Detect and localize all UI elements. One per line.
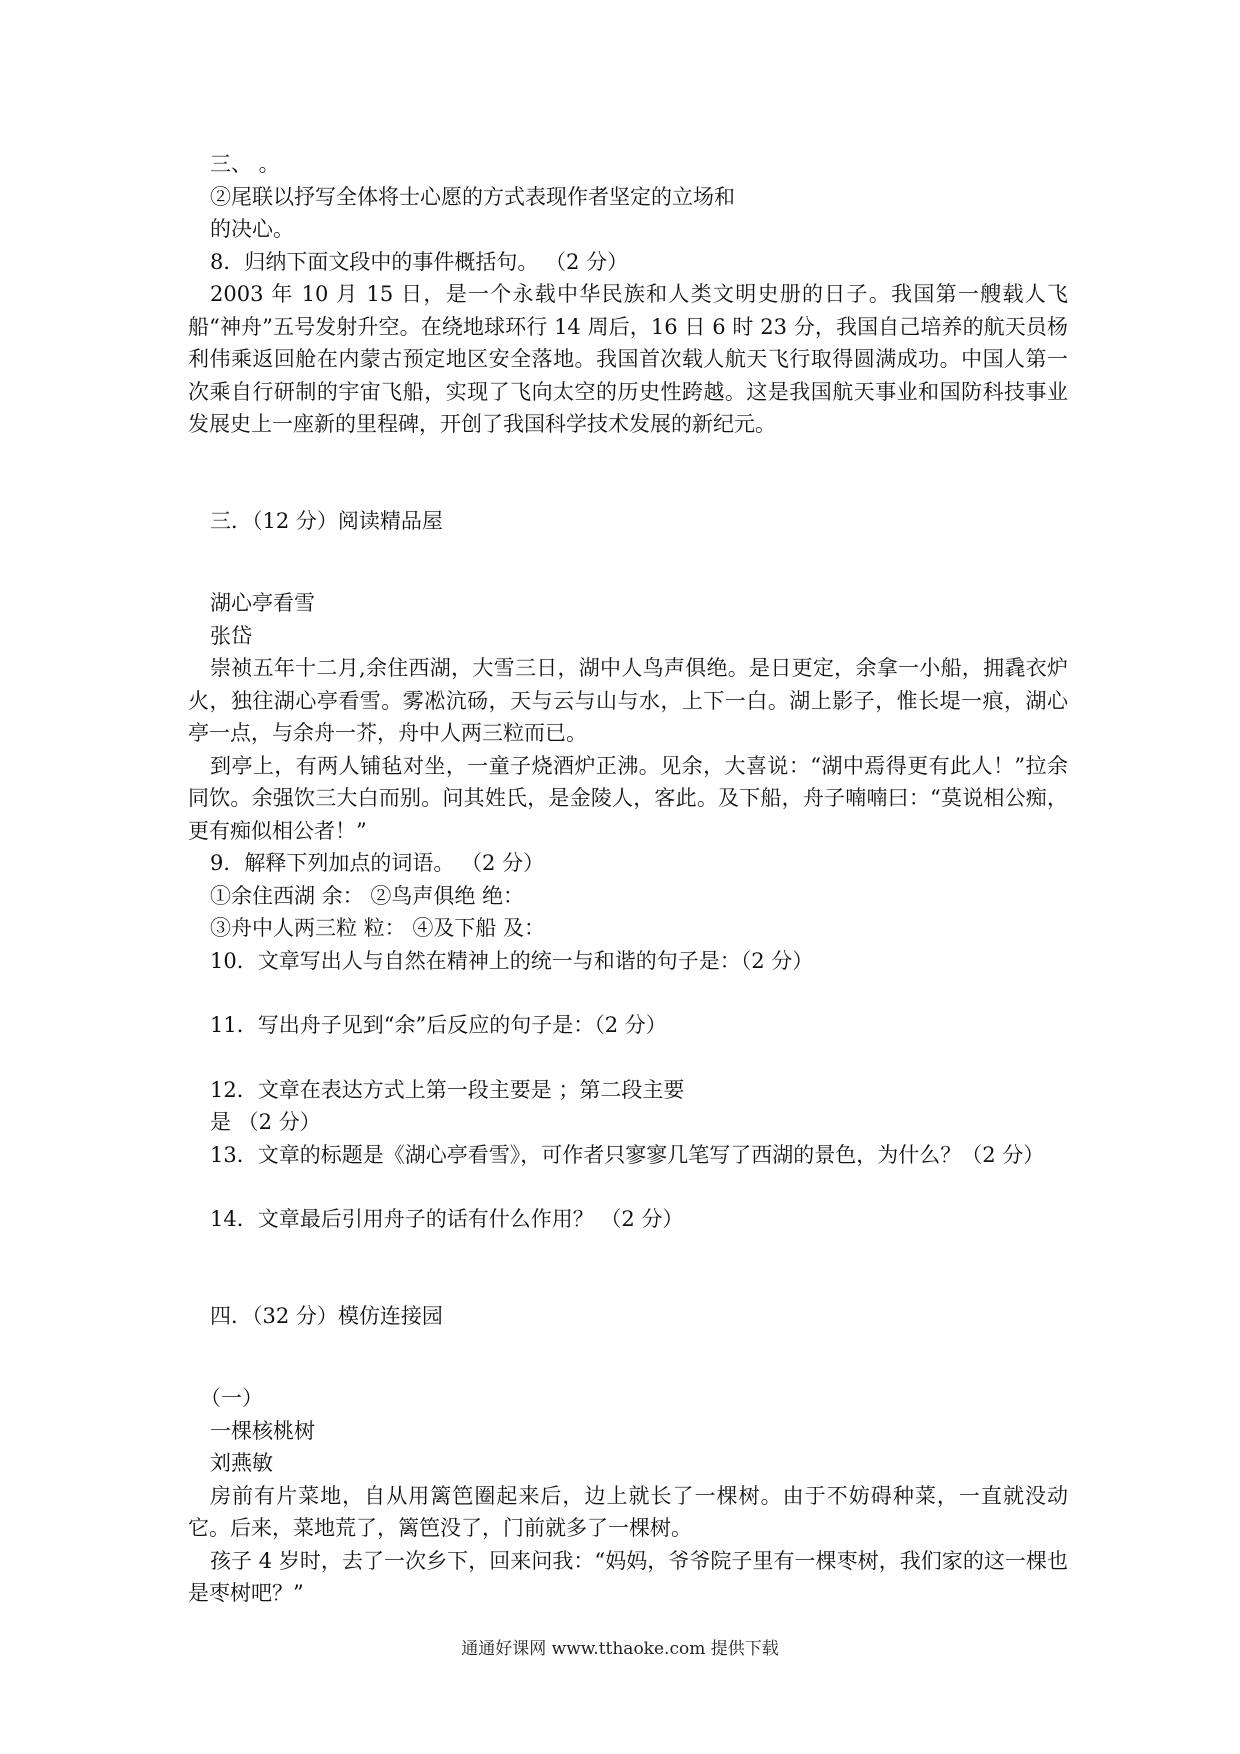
question-12-line-1: 12．文章在表达方式上第一段主要是 ；第二段主要 <box>210 1077 685 1102</box>
answer-line-2: ②尾联以抒写全体将士心愿的方式表现作者坚定的立场和 <box>210 184 735 209</box>
passage-paragraph-2: 到亭上，有两人铺毡对坐，一童子烧酒炉正沸。见余，大喜说：“湖中焉得更有此人！”拉余同饮。余强饮三大白而别。问其姓氏，是金陵人，客此。及下船，舟子喃喃曰：“莫说相公痴，更有痴似相公者！” <box>188 753 1068 843</box>
question-12-line-2: 是 （2 分） <box>210 1110 321 1134</box>
question-8-passage: 2003 年 10 月 15 日，是一个永载中华民族和人类文明史册的日子。我国第一艘载人飞船“神舟”五号发射升空。在绕地球环行 14 周后，16 日 6 时 23 分，我国自己培养的航天员杨利伟乘返回舱在内蒙古预定地区安全落地。我国首次载人航天飞行取得圆满成功。中国人第一次乘自行研制的宇宙飞船，实现了飞向太空的历史性跨越。这是我国航天事业和国防科技事业发展史上一座新的里程碑，开创了我国科学技术发展的新纪元。 <box>188 282 1068 436</box>
passage-2-paragraph-2: 孩子 4 岁时，去了一次乡下，回来问我：“妈妈，爷爷院子里有一棵枣树，我们家的这一棵也是枣树吧？” <box>188 1548 1068 1605</box>
question-10: 10．文章写出人与自然在精神上的统一与和谐的句子是：（2 分） <box>210 948 814 973</box>
passage-2-author: 刘燕敏 <box>210 1451 273 1475</box>
question-9: 9．解释下列加点的词语。 （2 分） <box>210 851 545 875</box>
question-11: 11．写出舟子见到“余”后反应的句子是：（2 分） <box>210 1013 667 1037</box>
section-3-heading: 三．（12 分）阅读精品屋 <box>210 508 443 533</box>
passage-title: 湖心亭看雪 <box>210 591 315 615</box>
document-page <box>188 148 1068 1610</box>
question-8: 8．归纳下面文段中的事件概括句。 （2 分） <box>210 249 629 274</box>
section-4-heading: 四．（32 分）模仿连接园 <box>210 1303 443 1328</box>
question-9-items-b: ③舟中人两三粒 粒： ④及下船 及： <box>210 916 546 940</box>
passage-paragraph-1: 崇祯五年十二月,余住西湖，大雪三日，湖中人鸟声俱绝。是日更定，余拿一小船，拥毳衣炉火，独往湖心亭看雪。雾凇沆砀，天与云与山与水，上下一白。湖上影子，惟长堤一痕，湖心亭一点，与余舟一芥，舟中人两三粒而已。 <box>188 656 1068 745</box>
subsection-label: （一） <box>200 1386 263 1410</box>
answer-line-3: 的决心。 <box>210 217 294 241</box>
passage-2-title: 一棵核桃树 <box>210 1418 315 1443</box>
question-13: 13．文章的标题是《湖心亭看雪》，可作者只寥寥几笔写了西湖的景色，为什么？（2 分） <box>210 1142 1045 1167</box>
passage-2-paragraph-1: 房前有片菜地，自从用篱笆圈起来后，边上就长了一棵树。由于不妨碍种菜，一直就没动它。后来，菜地荒了，篱笆没了，门前就多了一棵树。 <box>188 1483 1068 1540</box>
question-14: 14．文章最后引用舟子的话有什么作用？ （2 分） <box>210 1207 684 1231</box>
passage-author: 张岱 <box>210 623 252 648</box>
question-9-items-a: ①余住西湖 余： ②鸟声俱绝 绝： <box>210 883 525 908</box>
page-footer: 通通好课网 www.tthaoke.com 提供下载 <box>461 1639 779 1659</box>
answer-line-1: 三、 。 <box>210 152 280 176</box>
